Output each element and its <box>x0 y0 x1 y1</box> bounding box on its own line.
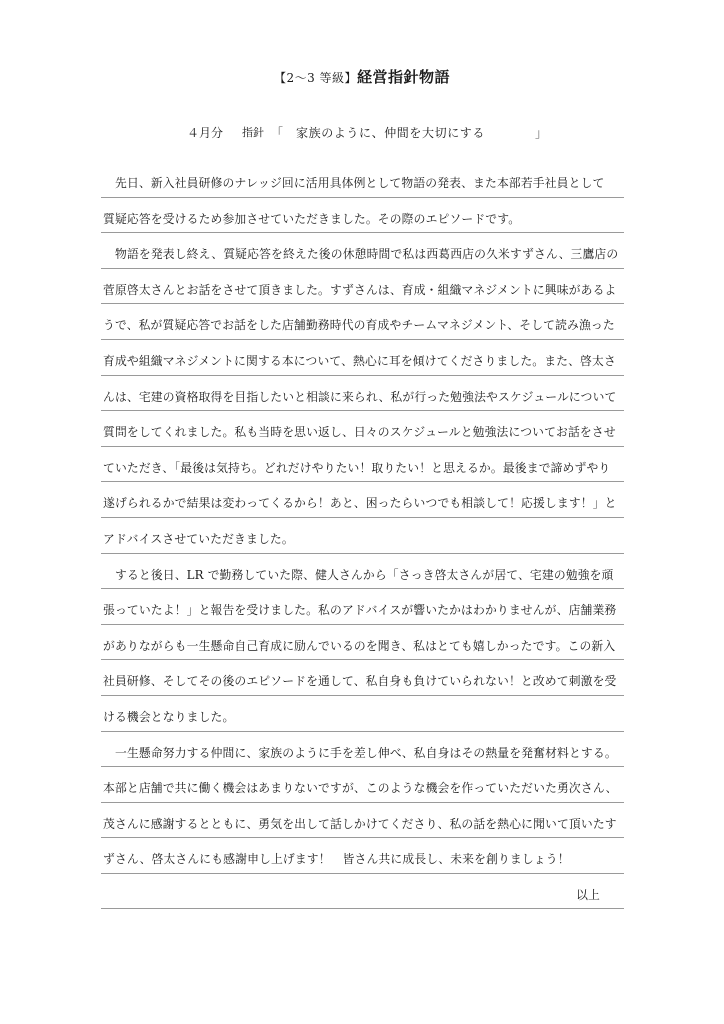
story-line: すると後日、LR で勤務していた際、健人さんから「さっき啓太さんが居て、宅建の勉強を頑 <box>101 554 624 590</box>
closing-line: 以上 <box>101 874 624 910</box>
story-line: ける機会となりました。 <box>101 696 624 732</box>
policy-text: 家族のように、仲間を大切にする <box>296 126 486 140</box>
story-line: 先日、新入社員研修のナレッジ回に活用具体例として物語の発表、また本部若手社員として <box>101 162 624 198</box>
story-line: 社員研修、そしてその後のエピソードを通して、私自身も負けていられない！と改めて刺激を受 <box>101 660 624 696</box>
story-line: 一生懸命努力する仲間に、家族のように手を差し伸べ、私自身はその熱量を発奮材料とする。 <box>101 732 624 768</box>
story-line: 張っていたよ！」と報告を受けました。私のアドバイスが響いたかはわかりませんが、店舗業務 <box>101 589 624 625</box>
story-line: 育成や組織マネジメントに関する本について、熱心に耳を傾けてくださりました。また、啓太さ <box>101 340 624 376</box>
document-title <box>0 66 724 87</box>
story-line: 物語を発表し終え、質疑応答を終えた後の休憩時間で私は西葛西店の久米すずさん、三鷹店の <box>101 233 624 269</box>
policy-bracket-open: 「 <box>271 126 284 140</box>
policy-month: ４月分 <box>187 126 224 140</box>
story-line: ずさん、啓太さんにも感謝申し上げます！ 皆さん共に成長し、未来を創りましょう！ <box>101 838 624 874</box>
story-line: んは、宅建の資格取得を目指したいと相談に来られ、私が行った勉強法やスケジュールについて <box>101 376 624 412</box>
policy-label: 指針 <box>242 126 264 139</box>
story-line: 質問をしてくれました。私も当時を思い返し、日々のスケジュールと勉強法についてお話をさせ <box>101 411 624 447</box>
title-text: 経営指針物語 <box>357 68 451 86</box>
story-line: ていただき、「最後は気持ち。どれだけやりたい！取りたい！と思えるか。最後まで諦めずやり <box>101 447 624 483</box>
story-line: 遂げられるかで結果は変わってくるから！あと、困ったらいつでも相談して！応援します！」と <box>101 482 624 518</box>
policy-bracket-close: 」 <box>535 126 548 140</box>
story-line: 質疑応答を受けるため参加させていただきました。その際のエピソードです。 <box>101 198 624 234</box>
story-body <box>101 162 624 909</box>
story-line: 菅原啓太さんとお話をさせて頂きました。すずさんは、育成・組織マネジメントに興味があるよ <box>101 269 624 305</box>
story-line: がありながらも一生懸命自己育成に励んでいるのを聞き、私はとても嬉しかったです。この新入 <box>101 625 624 661</box>
story-line: うで、私が質疑応答でお話をした店舗勤務時代の育成やチームマネジメント、そして読み漁った <box>101 304 624 340</box>
story-line: 茂さんに感謝するとともに、勇気を出して話しかけてくださり、私の話を熱心に聞いて頂いたす <box>101 803 624 839</box>
grade-label: 【2～3 等級】 <box>273 71 358 85</box>
story-line: アドバイスさせていただきました。 <box>101 518 624 554</box>
story-line: 本部と店舗で共に働く機会はあまりないですが、このような機会を作っていただいた勇次さん、 <box>101 767 624 803</box>
